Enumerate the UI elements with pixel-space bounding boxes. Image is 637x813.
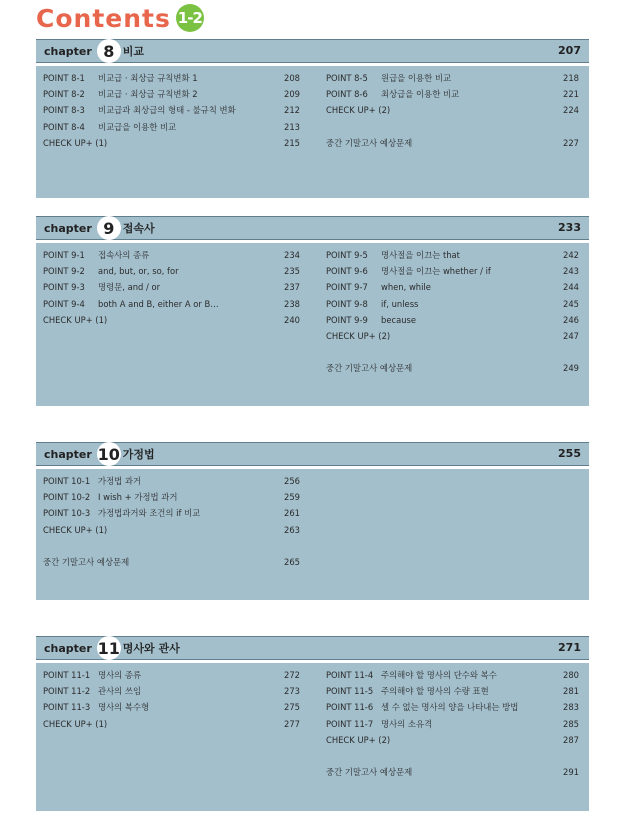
entry-title: 원급을 이용한 비교 (381, 73, 452, 83)
entry-title: CHECK UP+ (2) (326, 105, 391, 116)
toc-entry[interactable] (43, 119, 313, 135)
point-label: POINT 9-7 (326, 282, 368, 293)
toc-column-left (43, 247, 313, 328)
point-label: POINT 10-3 (43, 508, 91, 519)
entry-title: 비교급을 이용한 비교 (98, 121, 177, 132)
toc-entry[interactable] (326, 732, 596, 748)
chapter-number: 8 (97, 39, 121, 63)
point-label: POINT 10-1 (43, 476, 91, 486)
entry-page: 280 (563, 670, 579, 680)
entry-title: 주의해야 할 명사의 수량 표현 (381, 686, 489, 697)
entry-page: 247 (563, 330, 579, 341)
entry-page: 265 (284, 556, 300, 567)
entry-page: 246 (563, 314, 579, 325)
toc-entry[interactable] (43, 279, 313, 295)
toc-entry[interactable] (43, 70, 313, 86)
row-spacer (43, 538, 313, 554)
entry-title: 가정법과거와 조건의 if 비교 (98, 508, 201, 519)
point-label: POINT 11-6 (326, 702, 374, 713)
toc-entry[interactable] (326, 764, 596, 780)
toc-entry[interactable] (43, 263, 313, 279)
volume-badge: 1-2 (176, 4, 204, 32)
entry-title: when, while (381, 282, 431, 293)
entry-page: 256 (284, 476, 300, 486)
chapter-body (36, 243, 589, 406)
point-label: POINT 11-4 (326, 670, 374, 680)
entry-title: 접속사의 종류 (98, 250, 150, 260)
chapter-body (36, 66, 589, 198)
chapter-page: 271 (558, 641, 581, 654)
chapter-header (36, 636, 589, 660)
point-label: POINT 11-3 (43, 702, 91, 713)
toc-entry[interactable] (43, 699, 313, 715)
toc-entry[interactable] (43, 489, 313, 505)
entry-page: 261 (284, 508, 300, 519)
entry-title: 명사의 종류 (98, 670, 142, 680)
toc-entry[interactable] (326, 102, 596, 118)
toc-entry[interactable] (43, 247, 313, 263)
point-label: POINT 9-1 (43, 250, 85, 260)
entry-title: 비교급과 최상급의 형태 - 불규칙 변화 (98, 105, 236, 116)
row-spacer (326, 119, 596, 135)
entry-page: 245 (563, 298, 579, 309)
entry-page: 215 (284, 137, 300, 148)
point-label: POINT 9-6 (326, 266, 368, 277)
entry-title: I wish + 가정법 과거 (98, 492, 178, 503)
entry-title: 명령문, and / or (98, 282, 161, 293)
point-label: POINT 8-1 (43, 73, 85, 83)
entry-page: 224 (563, 105, 579, 116)
toc-entry[interactable] (43, 716, 313, 732)
entry-title: CHECK UP+ (1) (43, 524, 108, 535)
toc-column-left (43, 473, 313, 570)
entry-page: 244 (563, 282, 579, 293)
chapter-label: chapter (44, 44, 92, 58)
entry-page: 273 (284, 686, 300, 697)
toc-entry[interactable] (43, 135, 313, 151)
toc-entry[interactable] (326, 312, 596, 328)
toc-entry[interactable] (326, 263, 596, 279)
entry-page: 275 (284, 702, 300, 713)
chapter-number: 9 (97, 216, 121, 240)
toc-entry[interactable] (326, 135, 596, 151)
chapter-page: 207 (558, 44, 581, 57)
entry-title: 중간 기말고사 예상문제 (326, 767, 413, 778)
entry-page: 242 (563, 250, 579, 260)
page-header (36, 3, 204, 33)
toc-entry[interactable] (43, 522, 313, 538)
toc-entry[interactable] (43, 683, 313, 699)
chapter-title: 가정법 (122, 448, 155, 461)
chapter-number: 11 (97, 636, 121, 660)
entry-title: 명사절을 이끄는 that (381, 250, 460, 260)
row-spacer (326, 344, 596, 360)
point-label: POINT 8-5 (326, 73, 368, 83)
entry-title: 셀 수 없는 명사의 양을 나타내는 방법 (381, 702, 519, 713)
point-label: POINT 9-3 (43, 282, 85, 293)
entry-page: 285 (563, 718, 579, 729)
entry-title: 비교급 · 최상급 규칙변화 1 (98, 73, 198, 83)
entry-page: 212 (284, 105, 300, 116)
chapter-header (36, 216, 589, 240)
entry-title: 주의해야 할 명사의 단수와 복수 (381, 670, 497, 680)
entry-title: CHECK UP+ (1) (43, 718, 108, 729)
entry-title: because (381, 314, 417, 325)
row-spacer (326, 748, 596, 764)
page-title: Contents (36, 3, 171, 33)
entry-title: and, but, or, so, for (98, 266, 179, 277)
chapter-page: 233 (558, 221, 581, 234)
entry-page: 238 (284, 298, 300, 309)
entry-page: 209 (284, 89, 300, 100)
entry-page: 235 (284, 266, 300, 277)
entry-title: 명사절을 이끄는 whether / if (381, 266, 491, 277)
entry-page: 277 (284, 718, 300, 729)
entry-title: both A and B, either A or B… (98, 298, 219, 309)
point-label: POINT 9-8 (326, 298, 368, 309)
toc-entry[interactable] (326, 328, 596, 344)
entry-title: 비교급 · 최상급 규칙변화 2 (98, 89, 198, 100)
chapter-label: chapter (44, 641, 92, 655)
toc-entry[interactable] (43, 86, 313, 102)
entry-page: 208 (284, 73, 300, 83)
entry-title: 관사의 쓰임 (98, 686, 142, 697)
toc-entry[interactable] (326, 360, 596, 376)
chapter-section (36, 636, 589, 811)
point-label: POINT 9-9 (326, 314, 368, 325)
entry-title: if, unless (381, 298, 419, 309)
entry-page: 221 (563, 89, 579, 100)
chapter-label: chapter (44, 447, 92, 461)
point-label: POINT 8-4 (43, 121, 85, 132)
toc-entry[interactable] (326, 667, 596, 683)
chapter-title: 비교 (122, 45, 145, 58)
point-label: POINT 8-6 (326, 89, 368, 100)
point-label: POINT 8-3 (43, 105, 85, 116)
point-label: POINT 11-1 (43, 670, 91, 680)
chapter-label: chapter (44, 221, 92, 235)
point-label: POINT 11-2 (43, 686, 91, 697)
entry-page: 272 (284, 670, 300, 680)
chapter-title: 명사와 관사 (122, 642, 180, 655)
point-label: POINT 8-2 (43, 89, 85, 100)
entry-page: 263 (284, 524, 300, 535)
chapter-section (36, 216, 589, 406)
toc-entry[interactable] (326, 247, 596, 263)
entry-page: 243 (563, 266, 579, 277)
entry-page: 281 (563, 686, 579, 697)
entry-page: 287 (563, 734, 579, 745)
toc-entry[interactable] (326, 683, 596, 699)
entry-title: CHECK UP+ (2) (326, 734, 391, 745)
toc-column-left (43, 667, 313, 732)
entry-title: 가정법 과거 (98, 476, 142, 486)
entry-page: 249 (563, 363, 579, 374)
point-label: POINT 9-2 (43, 266, 85, 277)
entry-title: 중간 기말고사 예상문제 (43, 556, 130, 567)
entry-page: 213 (284, 121, 300, 132)
entry-title: CHECK UP+ (1) (43, 314, 108, 325)
toc-entry[interactable] (43, 102, 313, 118)
toc-entry[interactable] (43, 296, 313, 312)
entry-title: CHECK UP+ (2) (326, 330, 391, 341)
chapter-section (36, 39, 589, 198)
point-label: POINT 11-5 (326, 686, 374, 697)
entry-title: 명사의 복수형 (98, 702, 150, 713)
entry-page: 240 (284, 314, 300, 325)
entry-page: 227 (563, 137, 579, 148)
entry-title: CHECK UP+ (1) (43, 137, 108, 148)
entry-page: 259 (284, 492, 300, 503)
chapter-page: 255 (558, 447, 581, 460)
entry-page: 291 (563, 767, 579, 778)
chapter-title: 접속사 (122, 222, 155, 235)
chapter-header (36, 39, 589, 63)
chapter-header (36, 442, 589, 466)
toc-entry[interactable] (326, 70, 596, 86)
entry-page: 218 (563, 73, 579, 83)
chapter-number: 10 (97, 442, 121, 466)
entry-page: 237 (284, 282, 300, 293)
entry-title: 중간 기말고사 예상문제 (326, 137, 413, 148)
entry-title: 명사의 소유격 (381, 718, 433, 729)
point-label: POINT 9-5 (326, 250, 368, 260)
toc-entry[interactable] (43, 312, 313, 328)
entry-title: 중간 기말고사 예상문제 (326, 363, 413, 374)
toc-entry[interactable] (43, 667, 313, 683)
toc-column-right (326, 70, 596, 151)
toc-entry[interactable] (43, 505, 313, 521)
chapter-body (36, 469, 589, 600)
toc-column-right (326, 247, 596, 377)
toc-column-left (43, 70, 313, 151)
entry-title: 최상급을 이용한 비교 (381, 89, 460, 100)
toc-column-right (326, 667, 596, 780)
toc-entry[interactable] (43, 473, 313, 489)
toc-entry[interactable] (326, 86, 596, 102)
entry-page: 283 (563, 702, 579, 713)
point-label: POINT 11-7 (326, 718, 374, 729)
point-label: POINT 9-4 (43, 298, 85, 309)
toc-entry[interactable] (326, 699, 596, 715)
toc-entry[interactable] (326, 279, 596, 295)
toc-entry[interactable] (43, 554, 313, 570)
chapter-body (36, 663, 589, 811)
toc-entry[interactable] (326, 296, 596, 312)
chapter-section (36, 442, 589, 600)
toc-entry[interactable] (326, 716, 596, 732)
point-label: POINT 10-2 (43, 492, 91, 503)
entry-page: 234 (284, 250, 300, 260)
